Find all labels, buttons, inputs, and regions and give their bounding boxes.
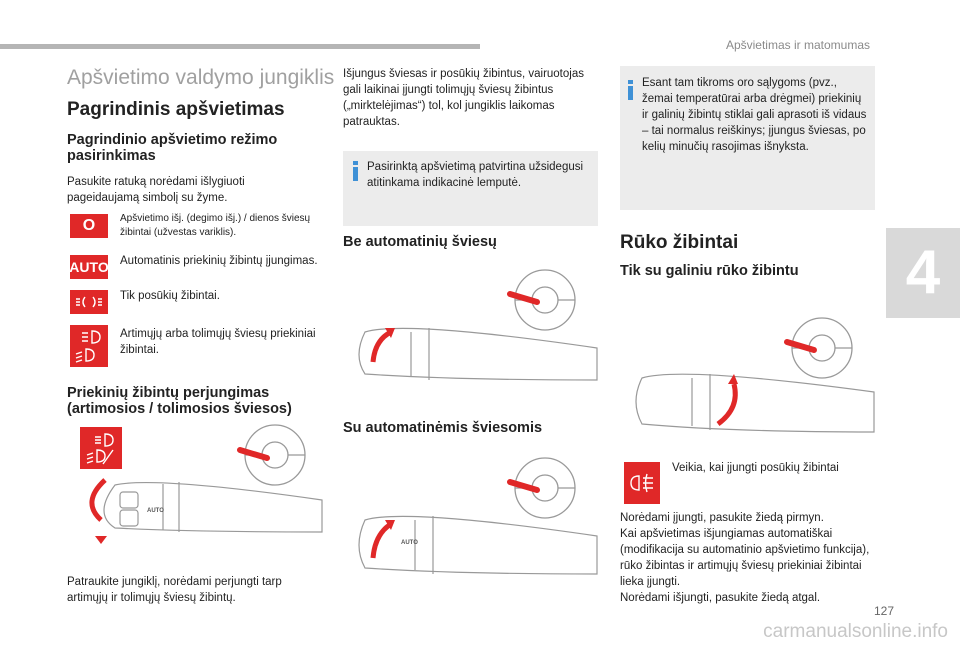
stalk-illustration-auto: [345, 450, 600, 590]
info-icon: [353, 161, 360, 181]
header-bar: [0, 44, 480, 49]
stalk-illustration-fog: [622, 300, 877, 445]
off-position-icon: O: [70, 214, 108, 238]
info-box-condensation: [620, 66, 875, 210]
rear-fog-icon: [624, 462, 660, 504]
switch-heading: Priekinių žibintų perjungimas (artimosios / tolimosios šviesos): [67, 385, 292, 417]
fog-bullet-on: Norėdami įjungti, pasukite žiedą pirmyn.: [620, 512, 824, 524]
mode-intro: Pasukite ratuką norėdami išlygiuoti pageidaujamą simbolį su žyme.: [67, 176, 245, 204]
chapter-title: Apšvietimas ir matomumas: [725, 38, 870, 52]
page-title: Apšvietimo valdymo jungiklis: [67, 66, 335, 89]
mode-text-off: Apšvietimo išj. (degimo išj.) / dienos šviesų žibintai (užvestas variklis).: [120, 213, 311, 238]
no-auto-heading: Be automatinių šviesų: [343, 234, 497, 250]
fog-title: Rūko žibintai: [620, 232, 739, 253]
low-high-beam-icon: [70, 325, 108, 367]
info-text: Pasirinktą apšvietimą patvirtina užsidegusi atitinkama indikacinė lemputė.: [367, 161, 584, 189]
switch-text: Patraukite jungiklį, norėdami perjungti tarp artimųjų ir tolimųjų šviesų žibintų.: [67, 576, 282, 604]
stalk-auto-label-mid: AUTO: [401, 540, 418, 546]
mode-text-auto: Automatinis priekinių žibintų įjungimas.: [120, 255, 318, 267]
chapter-tab: 4: [886, 228, 960, 318]
auto-heading: Su automatinėmis šviesomis: [343, 420, 543, 436]
flash-text: Išjungus šviesas ir posūkių žibintus, vairuotojas gali laikinai įjungti tolimųjų šviesų žibintus („mirktelėjimas“) tol, kol jungiklis laikomas patrauktas.: [343, 68, 584, 128]
watermark: carmanualsonline.info: [763, 621, 948, 642]
auto-lighting-icon: AUTO: [70, 255, 108, 279]
fog-paragraph: Kai apšvietimas išjungiamas automatiškai (modifikacija su automatinio apšvietimo funkcija), rūko žibintas ir artimųjų šviesų priekiniai žibintai lieka įjungti.: [620, 528, 870, 588]
mode-text-beams: Artimųjų arba tolimųjų šviesų priekiniai žibintai.: [120, 328, 316, 356]
stalk-auto-label: AUTO: [147, 508, 164, 514]
mode-heading: Pagrindinio apšvietimo režimo pasirinkimas: [67, 132, 278, 164]
fog-bullet-off: Norėdami išjungti, pasukite žiedą atgal.: [620, 592, 821, 604]
section-title: Pagrindinis apšvietimas: [67, 99, 285, 120]
stalk-illustration-left: [75, 420, 325, 555]
info-box-indicator: [343, 151, 598, 226]
fog-instructions: [620, 510, 880, 606]
rear-fog-heading: Tik su galiniu rūko žibintu: [620, 263, 799, 279]
page-number: 127: [874, 604, 895, 618]
stalk-illustration-no-auto: [345, 262, 600, 392]
mode-text-sidelights: Tik posūkių žibintai.: [120, 290, 220, 302]
condensation-text: Esant tam tikroms oro sąlygoms (pvz., žemai temperatūrai arba drėgmei) priekinių ir galinių žibintų stiklai gali aprasoti iš vidaus – tai normalus reiškinys; įjungus šviesas, po kelių minučių rasojimas išnyksta.: [642, 77, 867, 153]
sidelights-icon: [70, 290, 108, 314]
info-icon-right: [628, 80, 635, 100]
fog-icon-text: Veikia, kai įjungti posūkių žibintai: [672, 462, 839, 474]
